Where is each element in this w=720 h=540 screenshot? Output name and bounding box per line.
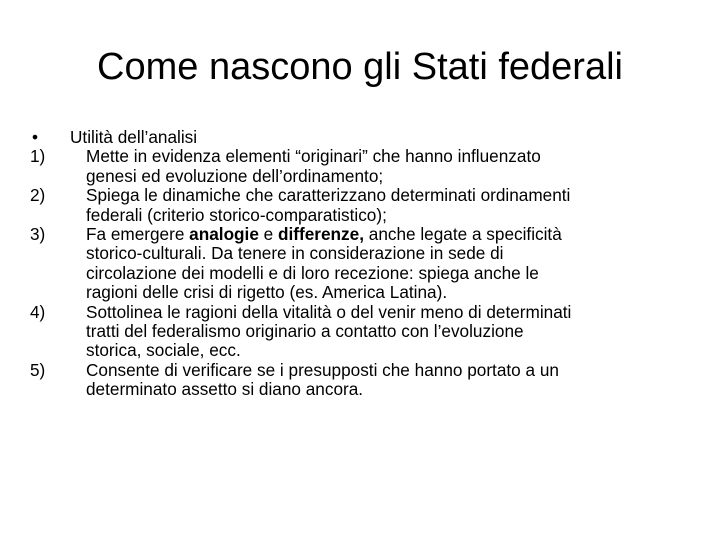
list-item-3-line-4 [30, 283, 695, 302]
text-run: Fa emergere [86, 223, 190, 244]
list-marker: 4) [30, 301, 46, 322]
list-item-4-line-1 [30, 303, 695, 322]
slide-body [30, 128, 695, 399]
list-item-3-line-1 [30, 225, 695, 244]
bold-term-differenze: differenze, [278, 223, 364, 244]
text-run: anche legate a specificità [363, 223, 562, 244]
list-item-text: storico-culturali. Da tenere in considerazione in sede di [86, 243, 504, 264]
list-item-text: determinato assetto si diano ancora. [86, 379, 364, 400]
list-marker: 3) [30, 223, 46, 244]
list-item-text: circolazione dei modelli e di loro recezione: spiega anche le [86, 262, 539, 283]
list-item-2-line-1 [30, 186, 695, 205]
slide-title: Come nascono gli Stati federali [97, 46, 623, 88]
list-item-3-line-2 [30, 244, 695, 263]
bullet-marker: • [32, 127, 39, 147]
list-item-text: genesi ed evoluzione dell’ordinamento; [86, 165, 384, 186]
heading-line [30, 128, 695, 147]
list-item-1-line-2 [30, 167, 695, 186]
text-run: e [258, 223, 279, 244]
list-item-text: Spiega le dinamiche che caratterizzano determinati ordinamenti [86, 185, 571, 206]
list-item-text [86, 225, 562, 244]
heading-text: Utilità dell’analisi [70, 127, 198, 147]
list-marker: 2) [30, 185, 46, 206]
list-item-text: storica, sociale, ecc. [86, 340, 241, 361]
bold-term-analogie: analogie [189, 223, 259, 244]
list-item-5-line-1 [30, 361, 695, 380]
list-item-2-line-2 [30, 206, 695, 225]
list-marker: 5) [30, 359, 46, 380]
list-item-text: Consente di verificare se i presupposti che hanno portato a un [86, 359, 559, 380]
list-item-4-line-3 [30, 341, 695, 360]
list-item-text: tratti del federalismo originario a contatto con l’evoluzione [86, 320, 524, 341]
list-item-3-line-3 [30, 264, 695, 283]
list-item-1-line-1 [30, 147, 695, 166]
list-item-text: Sottolinea le ragioni della vitalità o del venir meno di determinati [86, 301, 572, 322]
list-item-5-line-2 [30, 380, 695, 399]
list-item-text: federali (criterio storico-comparatistico); [86, 204, 387, 225]
list-item-4-line-2 [30, 322, 695, 341]
list-item-text: Mette in evidenza elementi “originari” che hanno influenzato [86, 146, 541, 167]
list-item-text: ragioni delle crisi di rigetto (es. America Latina). [86, 282, 448, 303]
list-marker: 1) [30, 146, 46, 167]
